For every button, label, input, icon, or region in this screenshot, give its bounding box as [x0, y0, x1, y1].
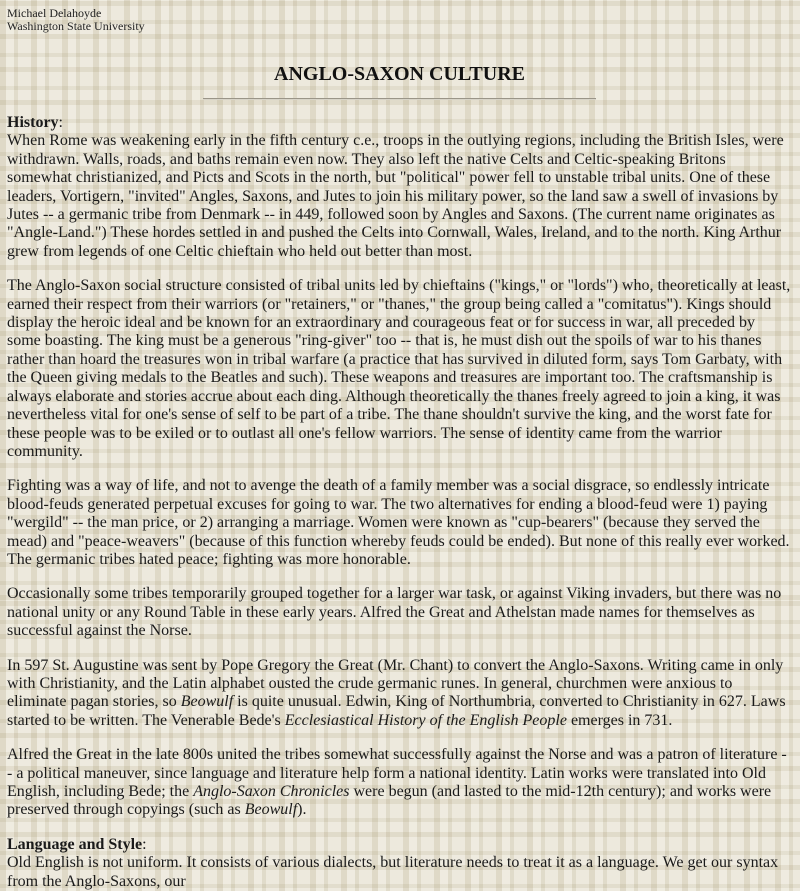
author-block	[7, 7, 792, 33]
history-paragraph-6	[7, 746, 792, 820]
history-paragraph-3: Fighting was a way of life, and not to avenge the death of a family member was a social disgrace, so endlessly intricate blood-feuds generated perpetual excuses for going to war. The two alternatives for ending a blood-feud were 1) paying "wergild" -- the man price, or 2) arranging a marriage. Women were known as "cup-bearers" (because they served the mead) and "peace-weavers" (because of this function whereby feuds could be ended). But none of this really ever worked. The germanic tribes hated peace; fighting was more honorable.	[7, 477, 790, 568]
history-paragraph-2: The Anglo-Saxon social structure consisted of tribal units led by chieftains ("kings," or "lords") who, theoretically at least, earned their respect from their warriors (or "retainers," or "thanes," the group being called a "comitatus"). Kings should display the heroic ideal and be known for an extraordinary and courageous feat or for success in war, all preceded by some boasting. The king must be a generous "ring-giver" too -- that is, he must dish out the spoils of war to his thanes rather than hoard the treasures won in tribal warfare (a practice that has survived in diluted form, says Tom Garbaty, with the Queen giving medals to the Beatles and such). These weapons and treasures are important too. The craftsmanship is always elaborate and stories accrue about each ding. Although theoretically the thanes freely agreed to join a king, it was nevertheless vital for one's sense of self to be part of a tribe. The thane shouldn't survive the king, and the worst fate for these people was to be exiled or to outlast all one's fellow warriors. The sense of identity came from the warrior community.	[7, 277, 791, 460]
text-run: emerges in 731.	[566, 711, 673, 729]
book-title-beowulf: Beowulf	[180, 693, 234, 711]
language-heading-colon: :	[142, 835, 147, 853]
text-run: were begun (and lasted to the mid-12th century); and works were preserved through copyings (such as	[7, 783, 772, 819]
text-run: Alfred the Great in the late 800s united the tribes somewhat successfully against the Norse and was a patron of literature -- a political maneuver, since language and literature help form a national identity. Latin works were translated into Old English, including Bede; the	[7, 746, 787, 800]
history-paragraph-5	[7, 657, 792, 731]
text-run: ).	[297, 801, 307, 819]
history-section	[7, 114, 792, 820]
language-paragraph-1: Old English is not uniform. It consists of various dialects, but literature needs to treat it as a language. We get our syntax from the Anglo-Saxons, our	[7, 854, 779, 890]
history-heading: History	[7, 114, 59, 131]
language-section	[7, 836, 792, 891]
history-paragraph-1: When Rome was weakening early in the fifth century c.e., troops in the outlying regions, including the British Isles, were withdrawn. Walls, roads, and baths remain even now. They also left the native Celts and Celtic-speaking Britons somewhat christianized, and Picts and Scots in the north, but "political" power fell to unstable tribal units. One of these leaders, Vortigern, "invited" Angles, Saxons, and Jutes to join his military power, so the land saw a swell of invasions by Jutes -- a germanic tribe from Denmark -- in 449, followed soon by Angles and Saxons. (The current name originates as "Angle-Land.") These hordes settled in and pushed the Celts into Cornwall, Wales, Ireland, and to the north. King Arthur grew from legends of one Celtic chieftain who held out better than most.	[7, 132, 784, 260]
book-title-chronicles: Anglo-Saxon Chronicles	[193, 783, 350, 800]
page-title: ANGLO-SAXON CULTURE	[274, 63, 525, 85]
history-heading-colon: :	[58, 114, 63, 131]
history-paragraph-4: Occasionally some tribes temporarily grouped together for a larger war task, or against Viking invaders, but there was no national unity or any Round Table in these early years. Alfred the Great and Athelstan made names for themselves as successful against the Norse.	[7, 585, 782, 640]
text-run: is quite unusual. Edwin, King of Northumbria, converted to Christianity in 627. Laws started to be written. The Venerable Bede's	[7, 693, 786, 729]
language-heading: Language and Style	[7, 835, 143, 853]
title-divider	[203, 98, 596, 100]
author-institution: Washington State University	[7, 19, 145, 33]
author-name: Michael Delahoyde	[7, 6, 102, 20]
book-title-ecclesiastical-history: Ecclesiastical History of the English People	[284, 711, 567, 729]
book-title-beowulf: Beowulf	[244, 801, 298, 819]
text-run: In 597 St. Augustine was sent by Pope Gregory the Great (Mr. Chant) to convert the Anglo-Saxons. Writing came in only with Christianity, and the Latin alphabet ousted the crude germanic runes. In general, churchmen were anxious to eliminate pagan stories, so	[7, 656, 784, 711]
